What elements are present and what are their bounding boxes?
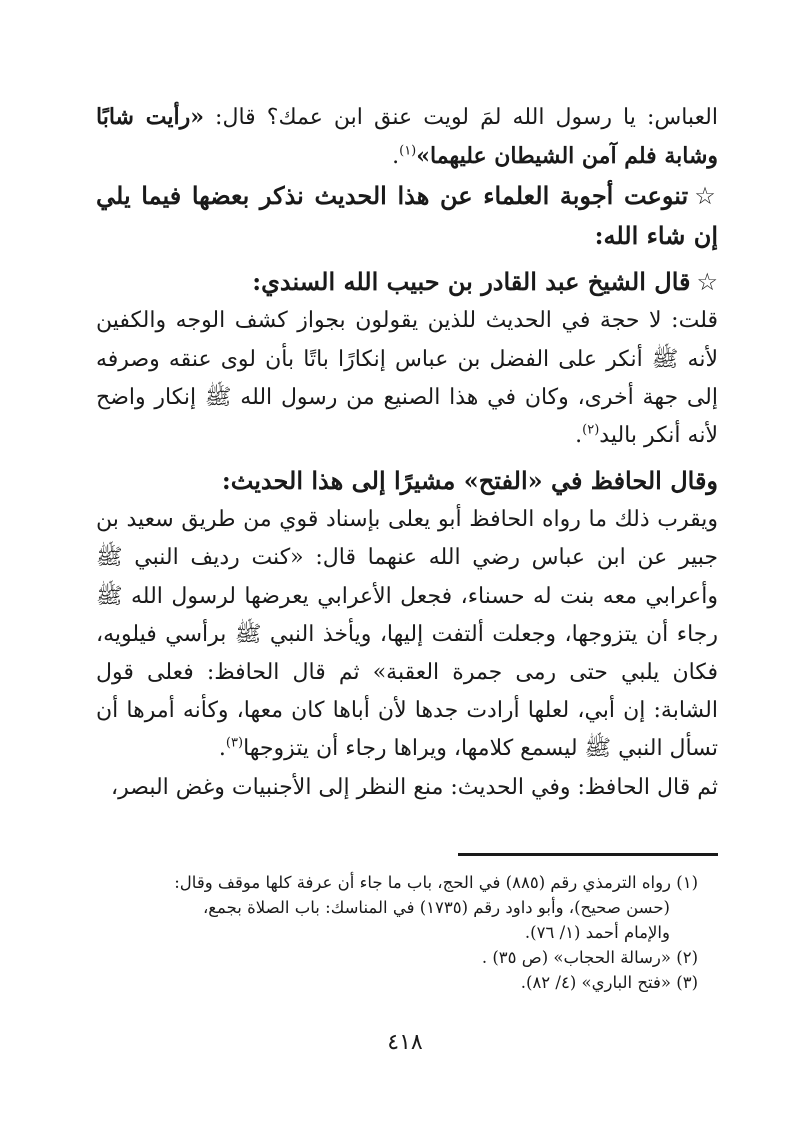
paragraph-end-mark: .	[218, 736, 226, 762]
paragraph-end-mark: .	[392, 144, 400, 170]
paragraph-hafiz-text: ويقرب ذلك ما رواه الحافظ أبو يعلى بإسناد قوي من طريق سعيد بن جبير عن ابن عباس رضي الله عنهما قال: «كنت رديف النبي ﷺ وأعرابي معه بنت له حسناء، فجعل الأعرابي يعرضها لرسول الله ﷺ رجاء أن يتزوجها، وجعلت ألتفت إليها، ويأخذ النبي ﷺ برأسي فيلويه، فكان يلبي حتى رمى جمرة العقبة» ثم قال الحافظ: فعلى قول الشابة: إن أبي، لعلها أرادت جدها لأن أباها كان معها، وكأنه أمرها أن تسأل النبي ﷺ ليسمع كلامها، ويراها رجاء أن يتزوجها	[96, 507, 718, 762]
footnotes	[108, 870, 698, 995]
footnote-ref-2: (٢)	[582, 422, 600, 438]
heading-sindi	[96, 262, 718, 302]
star-icon: ☆	[694, 182, 718, 211]
page-number: ٤١٨	[387, 1030, 423, 1055]
hadith-quote: «رأيت شابًا وشابة فلم آمن الشيطان عليهما»	[96, 104, 718, 170]
paragraph-sindi-text: قلت: لا حجة في الحديث للذين يقولون بجواز كشف الوجه والكفين لأنه ﷺ أنكر على الفضل بن عباس إنكارًا باتًا بأن لوى عنقه وصرفه إلى جهة أخرى، وكان في هذا الصنيع من رسول الله ﷺ إنكار واضح لأنه أنكر باليد	[96, 308, 718, 449]
main-text	[96, 98, 718, 807]
heading-scholars-answers-text: تنوعت أجوبة العلماء عن هذا الحديث نذكر بعضها فيما يلي إن شاء الله:	[96, 181, 718, 251]
paragraph-abbas	[96, 98, 718, 176]
footnote-3: (٣) «فتح الباري» (٤/ ٨٢).	[520, 973, 698, 992]
heading-hafiz	[96, 461, 718, 501]
footnote-2: (٢) «رسالة الحجاب» (ص ٣٥) .	[481, 948, 698, 967]
footnote-divider	[458, 853, 718, 856]
footnote-1-line-1: (١) رواه الترمذي رقم (٨٨٥) في الحج، باب ما جاء أن عرفة كلها موقف وقال:	[174, 873, 698, 892]
heading-sindi-text: قال الشيخ عبد القادر بن حبيب الله السندي:	[252, 267, 691, 297]
paragraph-last	[96, 769, 718, 807]
heading-scholars-answers	[96, 176, 718, 256]
footnote-ref-3: (٣)	[225, 736, 244, 752]
footnote-ref-1: (١)	[399, 143, 417, 159]
paragraph-last-text: ثم قال الحافظ: وفي الحديث: منع النظر إلى الأجنبيات وغض البصر،	[111, 774, 718, 800]
heading-hafiz-text: وقال الحافظ في «الفتح» مشيرًا إلى هذا الحديث:	[221, 466, 718, 496]
paragraph-sindi	[96, 302, 718, 455]
paragraph-end-mark: .	[575, 423, 583, 449]
footnote-1-line-3: والإمام أحمد (١/ ٧٦).	[524, 923, 670, 942]
footnote-1-line-2: (حسن صحيح)، وأبو داود رقم (١٧٣٥) في المناسك: باب الصلاة بجمع،	[202, 898, 670, 917]
paragraph-hafiz	[96, 501, 718, 768]
star-icon: ☆	[696, 268, 718, 297]
paragraph-abbas-text: العباس: يا رسول الله لمَ لويت عنق ابن عمك؟ قال:	[203, 105, 719, 130]
